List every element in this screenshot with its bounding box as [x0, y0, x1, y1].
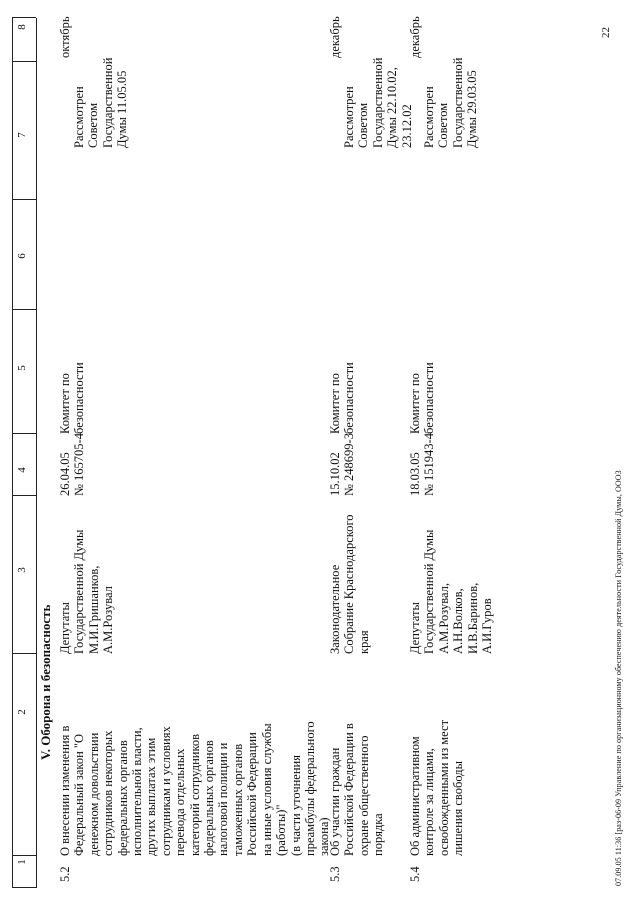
col-header-5: 5	[16, 365, 28, 371]
col-divider-0	[12, 887, 36, 888]
row-title-text: Об участии граждан Российской Федерации в охране общественного порядка	[328, 723, 386, 856]
row-month: октябрь	[58, 16, 72, 58]
col-divider-5	[12, 309, 36, 310]
row-date-reg: 15.10.02 № 248699-3	[328, 433, 357, 496]
col-header-6: 6	[16, 253, 28, 259]
row-month: декабрь	[328, 16, 342, 58]
col-header-4: 4	[16, 467, 28, 473]
col-divider-4	[12, 433, 36, 434]
row-status: Рассмотрен Советом Государственной Думы 11.05.05	[72, 57, 130, 148]
header-top-border	[12, 18, 13, 888]
col-divider-7	[12, 61, 36, 62]
row-authors: Законодательное Собрание Краснодарского края	[328, 514, 371, 654]
col-header-8: 8	[16, 24, 28, 30]
col-divider-1	[12, 855, 36, 856]
col-divider-3	[12, 495, 36, 496]
col-divider-8	[12, 17, 36, 18]
row-date-reg: 18.03.05 № 151943-4	[408, 433, 437, 496]
col-header-1: 1	[16, 859, 28, 865]
page-number: 22	[600, 27, 612, 38]
row-status: Рассмотрен Советом Государственной Думы 29.03.05	[422, 57, 480, 148]
row-title-text: Об административном контроле за лицами, освобожденными из мест лишения свободы	[408, 719, 466, 856]
section-title: V. Оборона и безопасность	[38, 604, 53, 760]
row-number: 5.4	[408, 866, 422, 882]
row-date-reg: 26.04.05 № 165705-4	[58, 433, 87, 496]
row-status: Рассмотрен Советом Государственной Думы 22.10.02, 23.12.02	[342, 57, 414, 148]
col-header-7: 7	[16, 132, 28, 138]
row-authors: Депутаты Государственной Думы А.М.Розувал, А.Н.Волков, И.В.Баринов, А.И.Гуров	[408, 529, 495, 654]
col-divider-6	[12, 199, 36, 200]
row-committee: Комитет по безопасности	[328, 362, 357, 434]
row-title-text: О внесении изменения в Федеральный закон "О денежном довольствии сотрудников некоторых федеральных органов исполнительной власти, других выплатах этим сотрудникам и условиях перевода отдельных категорий сотрудников федеральных органов налоговой полиции и таможенных органов Российской Федерации на иные условия службы (работы)" (в части уточнения преамбулы федерального закона)	[58, 721, 332, 856]
header-bottom-border	[36, 18, 37, 888]
row-number: 5.2	[58, 866, 72, 882]
row-committee: Комитет по безопасности	[408, 362, 437, 434]
row-committee: Комитет по безопасности	[58, 362, 87, 434]
col-header-2: 2	[16, 709, 28, 715]
row-number: 5.3	[328, 866, 342, 882]
col-header-3: 3	[16, 567, 28, 573]
page-footer: 07.09.05 11:36 [раз-06-09 Управление по организационному обеспечению деятельности Государственной Думы, ООО3	[614, 470, 623, 886]
col-divider-2	[12, 653, 36, 654]
row-month: декабрь	[408, 16, 422, 58]
row-authors: Депутаты Государственной Думы М.И.Гришанков, А.М.Розувал	[58, 529, 116, 654]
